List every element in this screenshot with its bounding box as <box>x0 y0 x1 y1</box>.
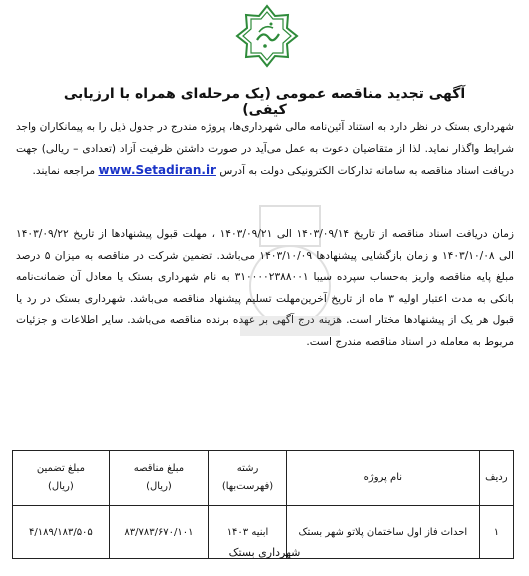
header-category: رشته (فهرست‌بها) <box>209 451 287 506</box>
cell-row-number: ۱ <box>479 506 513 559</box>
header-tender-amount: مبلغ مناقصه (ریال) <box>109 451 208 506</box>
setadiran-link[interactable]: www.Setadiran.ir <box>98 163 216 177</box>
cell-bond-amount: ۴/۱۸۹/۱۸۳/۵۰۵ <box>13 506 110 559</box>
cell-project-name: احداث فاز اول ساختمان پلاتو شهر بستک <box>286 506 479 559</box>
header-bond-amount: مبلغ تضمین (ریال) <box>13 451 110 506</box>
cell-category: ابنیه ۱۴۰۳ <box>209 506 287 559</box>
municipality-logo <box>235 4 299 68</box>
table-header-row <box>13 451 514 506</box>
intro-text: شهرداری بستک در نظر دارد به استناد آئین‌نامه مالی شهرداری‌ها، پروژه مندرج در جدول ذیل را به پیمانکاران واجد شرایط واگذار نماید. لذا از متقاضیان دعوت به عمل می‌آید در صورت داشتن ظرفیت آزاد (تعدادی – ریالی) جهت دریافت اسناد مناقصه به سامانه تدارکات الکترونیکی دولت به آدرس <box>16 121 514 177</box>
header-row-number: ردیف <box>479 451 513 506</box>
intro-paragraph <box>16 117 514 229</box>
signature: شهرداری بستک <box>228 546 301 559</box>
schedule-paragraph: زمان دریافت اسناد مناقصه از تاریخ ۱۴۰۳/۰۹/۱۴ الی ۱۴۰۳/۰۹/۲۱ ، مهلت قبول پیشنهادها از تاریخ ۱۴۰۳/۰۹/۲۲ الی ۱۴۰۳/۱۰/۰۸ و زمان بازگشایی پیشنهادها ۱۴۰۳/۱۰/۰۹ می‌باشد. تضمین شرکت در مناقصه به میزان ۵ درصد مبلغ پایه مناقصه واریز به‌حساب سپرده سیبا ۳۱۰۰۰۰۲۳۸۸۰۰۱ به نام شهرداری بستک یا معادل آن ضمانت‌نامه بانکی به مدت اعتبار اولیه ۳ ماه از تاریخ آخرین‌مهلت تسلیم پیشنهاد مناقصه می‌باشد. شهرداری بستک در رد یا قبول هر یک از پیشنهادها مختار است. هزینه درج آگهی بر عهده برنده مناقصه می‌باشد. سایر اطلاعات و جزئیات مربوط به معامله در اسناد مناقصه مندرج است. <box>16 228 514 348</box>
tender-table <box>12 450 514 559</box>
cell-tender-amount: ۸۳/۷۸۳/۶۷۰/۱۰۱ <box>109 506 208 559</box>
header-project-name: نام پروژه <box>286 451 479 506</box>
intro-suffix: مراجعه نمایند. <box>32 165 96 177</box>
notice-title: آگهی تجدید مناقصه عمومی (یک مرحله‌ای همراه با ارزیابی کیفی) <box>63 86 466 118</box>
